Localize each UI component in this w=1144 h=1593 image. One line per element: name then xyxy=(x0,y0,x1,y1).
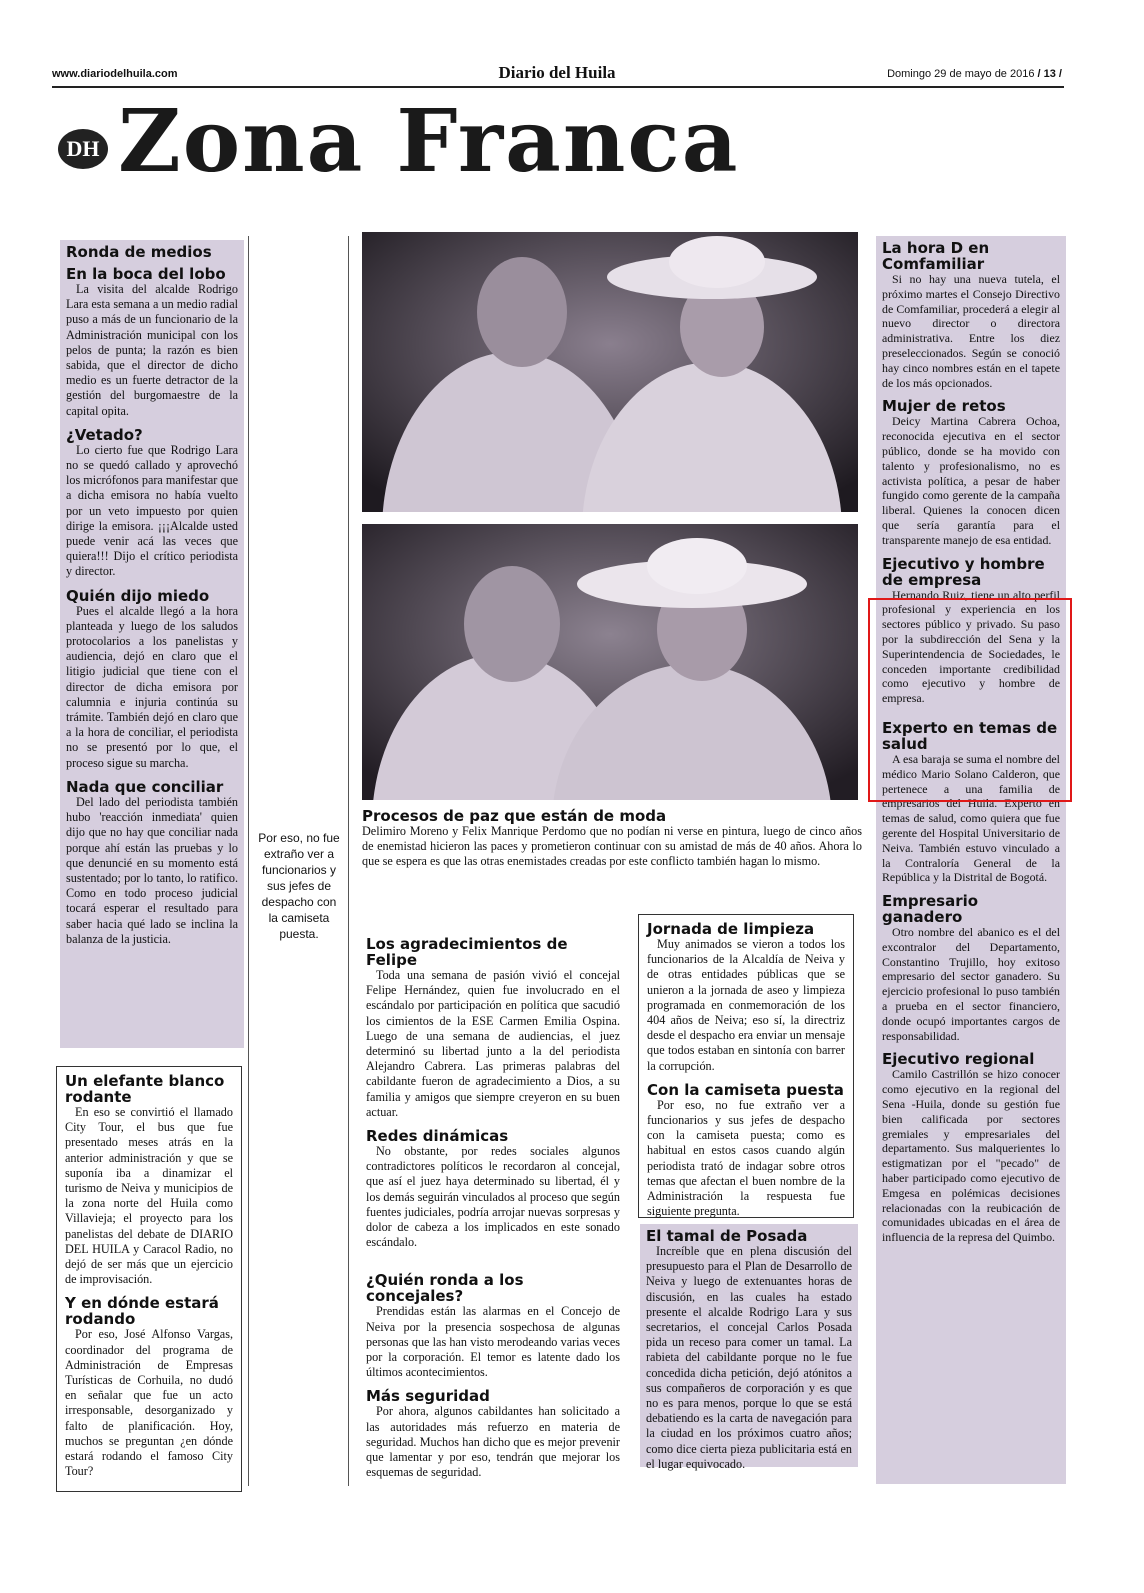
article-text: La visita del alcalde Rodrigo Lara esta semana a un medio radial puso a más de un funcionario de la Administración municipal con los pelos de punta; la razón es bien sabida, que el director de dicho medio es un fuerte detractor de la gestión del burgomaestre de la capital opita. xyxy=(66,282,238,418)
column-divider xyxy=(248,236,249,1486)
header-rule xyxy=(52,86,1064,88)
photo-embrace xyxy=(362,524,858,800)
article-text: Otro nombre del abanico es el del excontralor del Departamento, Constantino Trujillo, hoy exitoso empresario del sector ganadero. Su ejercicio profesional lo puso también a prueba en el sector financiero, donde ocupó importantes cargos de responsabilidad. xyxy=(882,925,1060,1043)
section-title: Zona Franca xyxy=(118,91,740,192)
left-box xyxy=(56,1066,242,1492)
article-title: El tamal de Posada xyxy=(646,1227,808,1245)
column-divider xyxy=(348,236,349,1486)
article-title: Más seguridad xyxy=(366,1387,490,1406)
article-text: Por eso, no fue extraño ver a funcionarios y sus jefes de despacho con la camiseta puesta; como es habitual en estos casos cuando algún periodista trató de indagar sobre otros temas que afectan el buen nombre de la Administración la respuesta fue siguiente pregunta. xyxy=(647,1097,845,1219)
article-text: Hernando Ruiz, tiene un alto perfil profesional y experiencia en los sectores público y privado. Su paso por la subdirección del Sena y la Superintendencia de Sociedades, le conceden importante credibilidad como ejecutivo y hombre de empresa. xyxy=(882,587,1060,706)
article-text: Del lado del periodista también hubo 'reacción inmediata' quien dijo que no hay que conciliar nada porque ahí están las pruebas y lo que denuncié en su momento está sustentado; por lo tanto, lo ratifico. Como en todo proceso judicial tocará esperar el resultado para saber hacia qué lado se inclina la balanza de la justicia. xyxy=(66,794,238,946)
article-text: Camilo Castrillón se hizo conocer como ejecutivo en la regional del Sena -Huila, donde su gestión fue bien calificada por sectores gremiales y empresariales del departamento. Sus malquerientes lo estigmatizan por el "pecado" de haber participado como ejecutivo de Emgesa en polémicas decisiones relacionadas con la reubicación de comunidades ubicadas en el área de influencia de la represa del Quimbo. xyxy=(882,1067,1060,1245)
article-text: Prendidas están las alarmas en el Concejo de Neiva por la presencia sospechosa de algunas personas que las han visto merodeando varias veces por la corporación. El temor es latente dado los últimos acontecimientos. xyxy=(366,1304,620,1380)
page-header xyxy=(52,63,1062,86)
left-column xyxy=(60,240,244,1048)
article-text: Si no hay una nueva tutela, el próximo martes el Consejo Directivo de Comfamiliar, procederá a elegir al nuevo director o directora administrativa. Entre los diez preseleccionados. Según se conoció hay cinco nombres están en el tapete de los más opcionados. xyxy=(882,272,1060,390)
article-text: En eso se convirtió el llamado City Tour, el bus que fue presentado meses atrás en la anterior administración y que se suponía iba a dinamizar el turismo de Neiva y municipios de la zona norte del Huila como Villavieja; el proyecto para los panelistas del debate de DIARIO DEL HUILA y Caracol Radio, no dejó de ser más que un ejercicio de improvisación. xyxy=(65,1105,233,1287)
article-text: Muy animados se vieron a todos los funcionarios de la Alcaldía de Neiva y de otras entidades públicas que se unieron a la jornada de aseo y limpieza programada en conmemoración de los 404 años de Neiva; eso sí, la directriz desde el despacho era enviar un mensaje que todos estaban en sintonía con barrer la corrupción. xyxy=(647,937,845,1073)
article-text: No obstante, por redes sociales algunos contradictores políticos le recordaron al concejal, que así el juez haya determinado su libertad, él y los demás seguirán vinculados al proceso que según fuentes judiciales, podría arrojar nuevas sorpresas y dolor de cabeza a los implicados en este sonado escándalo. xyxy=(366,1144,620,1250)
article-title: Los agradecimientos de Felipe xyxy=(366,935,568,969)
article-title: ¿Quién ronda a los concejales? xyxy=(366,1271,524,1306)
article-text: Lo cierto fue que Rodrigo Lara no se quedó callado y aprovechó los micrófonos para manifestar que a dicha emisora no había vuelto por un veto impuesto por quien dirige la emisora. ¡¡¡Alcalde usted puede venir acá las veces que quiera!!! Dijo el crítico periodista y director. xyxy=(66,442,238,579)
article-title: Un elefante blanco rodante xyxy=(65,1072,225,1106)
article-title: Nada que conciliar xyxy=(66,777,224,796)
article-title: Con la camiseta puesta xyxy=(647,1080,844,1099)
article-title: Ejecutivo y hombre de empresa xyxy=(882,554,1045,589)
tamal-box xyxy=(640,1224,858,1471)
article-text: Por eso, José Alfonso Vargas, coordinador del programa de Administración de Empresas Turísticas de Corhuila, no dudó en señalar que fue un acto irresponsable, desorganizado y falto de planificación. Hoy, muchos se preguntan ¿en dónde estará rodando el famoso City Tour? xyxy=(65,1327,233,1479)
page-number: / 13 / xyxy=(1037,68,1062,80)
article-title: Redes dinámicas xyxy=(366,1127,509,1146)
photo-handshake xyxy=(362,232,858,512)
issue-date: Domingo 29 de mayo de 2016 / 13 / xyxy=(887,68,1062,80)
article-text: A esa baraja se suma el nombre del médico Mario Solano Calderon, que pertenece a una familia de empresarios del Huila. Experto en temas de salud, como quiera que fue gerente del Hospital Universitario de Neiva. También estuvo vinculado a la Contraloría General de la República y la Distrital de Bogotá. xyxy=(882,751,1060,885)
article-text: Por ahora, algunos cabildantes han solicitado a las autoridades más refuerzo en materia de seguridad. Muchos han dicho que es mejor prevenir que lamentar y por eso, tendrán que mejorar los esquemas de seguridad. xyxy=(366,1404,620,1480)
article-title: La hora D en Comfamiliar xyxy=(882,239,990,273)
middle-box xyxy=(638,914,854,1218)
pull-quote: Por eso, no fue extraño ver a funcionarios y sus jefes de despacho con la camiseta puesta. xyxy=(258,831,340,941)
site-url: www.diariodelhuila.com xyxy=(52,68,178,80)
article-title: ¿Vetado? xyxy=(66,425,143,444)
article-text: Increíble que en plena discusión del presupuesto para el Plan de Desarrollo de Neiva y luego de extenuantes horas de discusión, en las cuales ha estado presente el alcalde Rodrigo Lara y sus secretarios, el concejal Carlos Posada pida un receso para comer un tamal. La rabieta del cabildante porque no le fue concedida dicha petición, dejó atónitos a sus compañeros de corporación y es que no es para menos, porque lo que se está debatiendo es la carta de navegación para la ciudad en los próximos cuatro años; como dice cierta pieza publicitaria está en el lugar equivocado. xyxy=(646,1244,852,1471)
article-text: Pues el alcalde llegó a la hora planteada y luego de los saludos protocolarios a los panelistas y audiencia, dejó en claro que el litigio judicial que tiene con el director de dicha emisora por calumnia e injuria continúa su trámite. También dejó en claro que a la hora de conciliar, el periodista no se presentó por lo que, el proceso sigue su marcha. xyxy=(66,603,238,770)
dh-logo: DH xyxy=(58,129,108,169)
article-title: Experto en temas de salud xyxy=(882,718,1058,753)
article-title: Y en dónde estará rodando xyxy=(65,1294,219,1329)
article-title: Quién dijo miedo xyxy=(66,586,210,605)
caption-text: Delimiro Moreno y Felix Manrique Perdomo que no podían ni verse en pintura, luego de cinco años de enemistad hicieron las paces y prometieron continuar con su amistad de más de 40 años. Ahora lo que se espera es que las otras enemistades creadas por este conflicto también hagan lo mismo. xyxy=(362,824,862,869)
middle-column xyxy=(366,936,620,1488)
photo-caption xyxy=(362,808,862,870)
article-title: Jornada de limpieza xyxy=(647,920,815,938)
caption-title: Procesos de paz que están de moda xyxy=(362,807,667,825)
highlight-box xyxy=(868,598,1072,802)
article-title: Empresario ganadero xyxy=(882,892,979,927)
right-column xyxy=(876,236,1066,1484)
article-title: Mujer de retos xyxy=(882,397,1006,416)
article-text: Deicy Martina Cabrera Ochoa, reconocida ejecutiva en el sector público, donde se ha movido con talento y profesionalismo, no es activista política, a pesar de haber fungido como gerente de la campaña liberal. Quienes la conocen dicen que sería garantía para el transparente manejo de esa entidad. xyxy=(882,414,1060,547)
article-title: En la boca del lobo xyxy=(66,265,226,283)
article-text: Toda una semana de pasión vivió el concejal Felipe Hernández, quien fue involucrado en el escándalo por participación en política que sacudió los cimientos de la ESE Carmen Emilia Ospina. Luego de una semana de audiencias, el juez determinó su libertad junto a la del periodista Alejandro Cabrera. Las primeras palabras del cabildante fueron de agradecimiento a Dios, a su familia y amigos que siempre creyeron en su buen actuar. xyxy=(366,968,620,1119)
article-title: Ejecutivo regional xyxy=(882,1050,1035,1069)
newspaper-name: Diario del Huila xyxy=(498,63,616,82)
column-section-title: Ronda de medios xyxy=(66,243,212,261)
